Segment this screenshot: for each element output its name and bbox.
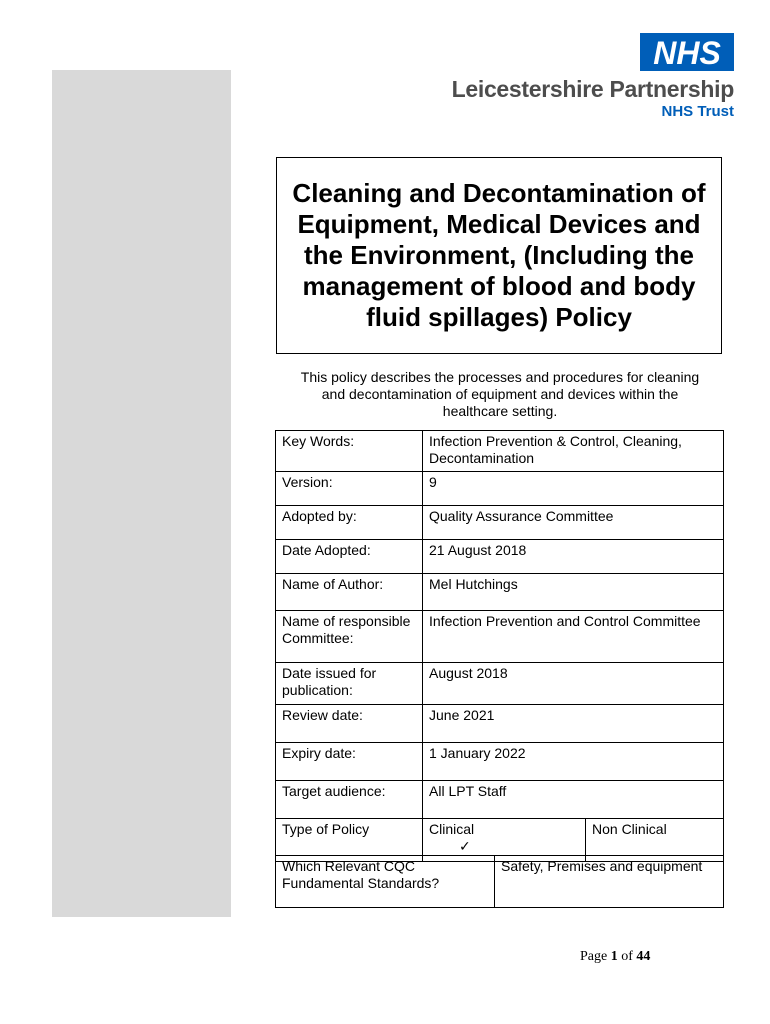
row-label: Name of responsible Committee: [276,611,423,663]
policy-details-table [275,430,724,862]
nhs-logo-text: NHS [653,35,721,71]
of-word: of [621,949,633,964]
row-value: 1 January 2022 [423,743,724,781]
table-row [276,472,724,506]
table-row [276,705,724,743]
row-label: Adopted by: [276,506,423,540]
document-title: Cleaning and Decontamination of Equipment, Medical Devices and the Environment, (Including the management of blood and body fluid spillages) Policy [292,178,706,332]
row-value: Infection Prevention & Control, Cleaning, Decontamination [423,431,724,472]
row-label: Target audience: [276,781,423,819]
clinical-label: Clinical [429,821,475,837]
page-total: 44 [636,949,651,964]
row-label: Date issued for publication: [276,663,423,705]
row-value: August 2018 [423,663,724,705]
page-footer [580,949,650,965]
row-value: Infection Prevention and Control Committee [423,611,724,663]
row-label: Review date: [276,705,423,743]
cqc-standards-table [275,855,724,908]
policy-summary: This policy describes the processes and procedures for cleaning and decontamination of equipment and devices within the healthcare setting. [300,369,700,419]
row-label: Version: [276,472,423,506]
row-value: Quality Assurance Committee [423,506,724,540]
table-row [276,743,724,781]
org-name-line1: Leicestershire Partnership [451,76,734,102]
table-row [276,856,724,908]
nhs-logo [640,33,734,71]
left-margin-bar [52,70,231,917]
organisation-name [452,76,734,120]
page-number: 1 [610,949,618,964]
non-clinical-label: Non Clinical [592,821,667,837]
row-label: Expiry date: [276,743,423,781]
page-word: Page [580,949,608,964]
row-label: Name of Author: [276,574,423,611]
row-label: Key Words: [276,431,423,472]
checkmark-icon: ✓ [459,838,471,854]
table-row [276,540,724,574]
cqc-label: Which Relevant CQC Fundamental Standards? [276,856,495,908]
table-row [276,611,724,663]
row-value: Mel Hutchings [423,574,724,611]
title-box [276,157,722,354]
table-row [276,574,724,611]
row-value: All LPT Staff [423,781,724,819]
table-row [276,431,724,472]
row-label: Date Adopted: [276,540,423,574]
table-row [276,663,724,705]
org-name-line2: NHS Trust [661,103,734,120]
row-value: 9 [423,472,724,506]
row-value: 21 August 2018 [423,540,724,574]
row-value: June 2021 [423,705,724,743]
policy-type-label: Type of Policy [276,819,423,862]
table-row [276,506,724,540]
table-row [276,781,724,819]
cqc-value: Safety, Premises and equipment [495,856,724,908]
